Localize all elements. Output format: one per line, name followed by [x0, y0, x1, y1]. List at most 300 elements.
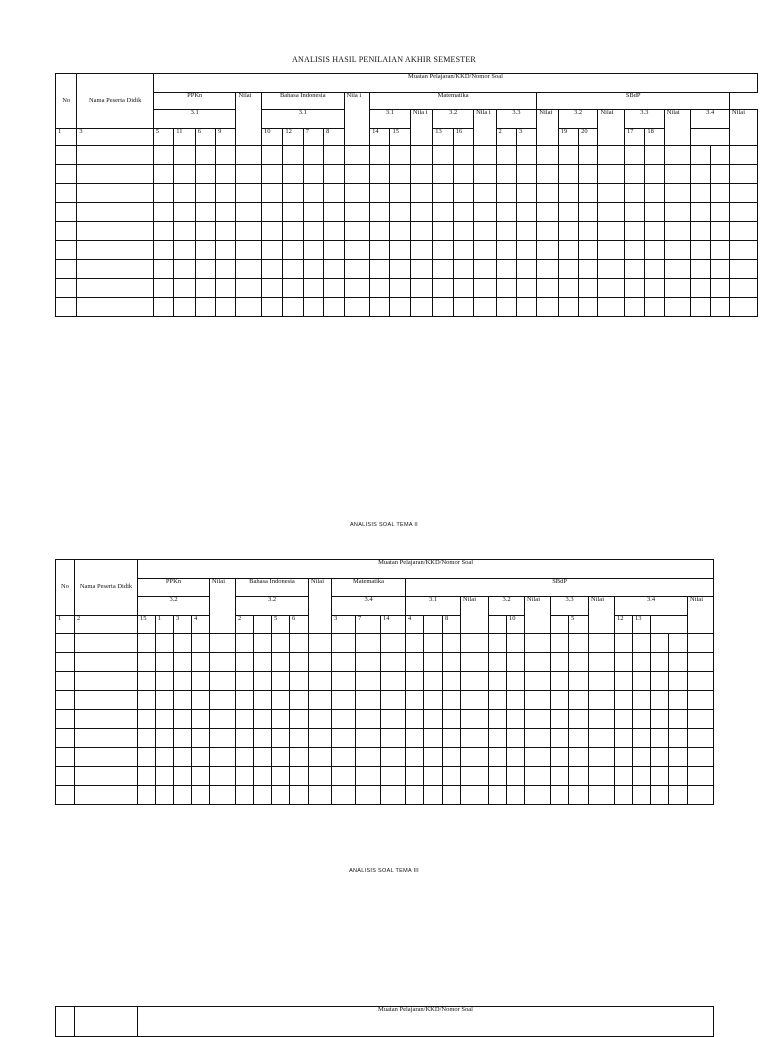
kd-mat: 3.4 — [332, 597, 406, 616]
score-cell — [569, 729, 589, 748]
student-name-cell — [77, 298, 154, 317]
score-cell — [195, 279, 215, 298]
score-cell — [381, 767, 406, 786]
score-cell — [290, 691, 309, 710]
header-sbdp: SBdP — [406, 579, 714, 597]
score-cell — [236, 184, 262, 203]
score-cell — [474, 165, 496, 184]
sbdp-nilai-4: Nilai — [688, 597, 714, 634]
score-cell — [691, 165, 710, 184]
score-cell — [406, 691, 424, 710]
score-cell — [579, 222, 598, 241]
score-cell — [525, 634, 551, 653]
score-cell — [192, 786, 210, 805]
row-number-cell — [56, 165, 77, 184]
score-cell — [453, 146, 473, 165]
student-name-cell — [75, 653, 138, 672]
score-cell — [664, 260, 691, 279]
score-cell — [507, 786, 525, 805]
score-cell — [324, 279, 344, 298]
question-number: 3 — [174, 616, 192, 634]
score-cell — [551, 672, 569, 691]
kd-sbdp-4: 3.4 — [615, 597, 688, 616]
score-cell — [496, 165, 516, 184]
score-cell — [174, 184, 195, 203]
score-cell — [589, 691, 615, 710]
question-number — [254, 616, 272, 634]
score-cell — [579, 279, 598, 298]
score-cell — [356, 767, 381, 786]
score-cell — [551, 729, 569, 748]
score-cell — [615, 634, 633, 653]
score-cell — [210, 634, 236, 653]
mat-nilai-1: Nila i — [410, 110, 432, 146]
score-cell — [433, 222, 453, 241]
question-number: 9 — [216, 129, 236, 146]
header-no-empty — [56, 1007, 75, 1037]
score-cell — [589, 634, 615, 653]
score-cell — [551, 691, 569, 710]
table-row — [56, 710, 714, 729]
score-cell — [370, 165, 390, 184]
score-cell — [433, 279, 453, 298]
score-cell — [624, 241, 644, 260]
score-cell — [730, 146, 758, 165]
question-number — [424, 616, 443, 634]
score-cell — [309, 672, 332, 691]
score-cell — [507, 710, 525, 729]
score-cell — [669, 710, 688, 729]
score-cell — [569, 653, 589, 672]
kd-mat-2: 3.2 — [433, 110, 474, 129]
kd-ppkn: 3.1 — [153, 110, 236, 129]
score-cell — [589, 786, 615, 805]
student-name-cell — [77, 279, 154, 298]
score-cell — [489, 767, 507, 786]
row-number-cell — [56, 184, 77, 203]
score-cell — [356, 672, 381, 691]
score-cell — [272, 729, 290, 748]
table-row — [56, 672, 714, 691]
score-cell — [424, 691, 443, 710]
score-cell — [664, 146, 691, 165]
score-cell — [589, 653, 615, 672]
score-cell — [633, 786, 651, 805]
score-cell — [624, 298, 644, 317]
score-cell — [589, 672, 615, 691]
score-cell — [356, 710, 381, 729]
score-cell — [324, 222, 344, 241]
score-cell — [303, 298, 323, 317]
score-cell — [410, 146, 432, 165]
score-cell — [344, 165, 370, 184]
score-cell — [216, 241, 236, 260]
header-ppkn: PPKn — [153, 93, 236, 110]
row-number-cell — [56, 222, 77, 241]
score-cell — [410, 279, 432, 298]
score-cell — [303, 165, 323, 184]
score-cell — [156, 729, 174, 748]
score-cell — [192, 729, 210, 748]
question-number: 16 — [453, 129, 473, 146]
score-cell — [344, 203, 370, 222]
table-row — [56, 691, 714, 710]
score-cell — [507, 767, 525, 786]
score-cell — [332, 710, 356, 729]
score-cell — [474, 260, 496, 279]
score-cell — [516, 146, 536, 165]
score-cell — [598, 298, 625, 317]
score-cell — [174, 672, 192, 691]
score-cell — [290, 710, 309, 729]
row-number-cell — [56, 748, 75, 767]
table-row — [56, 298, 758, 317]
score-cell — [516, 184, 536, 203]
table-row — [56, 279, 758, 298]
score-cell — [332, 653, 356, 672]
score-cell — [496, 260, 516, 279]
score-cell — [410, 165, 432, 184]
question-number: 20 — [579, 129, 598, 146]
score-cell — [569, 672, 589, 691]
student-name-cell — [77, 241, 154, 260]
score-cell — [390, 146, 410, 165]
score-cell — [156, 748, 174, 767]
score-cell — [254, 672, 272, 691]
score-cell — [688, 748, 714, 767]
score-cell — [664, 165, 691, 184]
score-cell — [309, 634, 332, 653]
question-number: 1 — [56, 616, 75, 634]
score-cell — [461, 748, 489, 767]
question-number: 17 — [624, 129, 644, 146]
score-cell — [424, 710, 443, 729]
score-cell — [424, 634, 443, 653]
table-row — [56, 260, 758, 279]
score-cell — [138, 729, 156, 748]
score-cell — [433, 146, 453, 165]
score-cell — [216, 279, 236, 298]
question-number: 6 — [290, 616, 309, 634]
score-cell — [669, 634, 688, 653]
score-cell — [569, 767, 589, 786]
score-cell — [324, 203, 344, 222]
score-cell — [290, 748, 309, 767]
score-cell — [174, 748, 192, 767]
row-number-cell — [56, 672, 75, 691]
score-cell — [156, 634, 174, 653]
score-cell — [356, 691, 381, 710]
score-cell — [598, 146, 625, 165]
score-cell — [664, 298, 691, 317]
score-cell — [406, 748, 424, 767]
score-cell — [433, 184, 453, 203]
score-cell — [174, 710, 192, 729]
score-cell — [730, 241, 758, 260]
score-cell — [537, 222, 558, 241]
mat-nilai-3: Nilai — [537, 110, 558, 146]
score-cell — [332, 691, 356, 710]
score-cell — [474, 203, 496, 222]
score-cell — [691, 298, 710, 317]
score-cell — [283, 279, 303, 298]
score-cell — [624, 203, 644, 222]
score-cell — [669, 729, 688, 748]
score-cell — [153, 146, 173, 165]
score-cell — [138, 691, 156, 710]
mat-nilai-2: Nila i — [474, 110, 496, 146]
score-cell — [283, 203, 303, 222]
score-cell — [710, 222, 729, 241]
score-cell — [624, 260, 644, 279]
score-cell — [370, 184, 390, 203]
score-cell — [290, 672, 309, 691]
score-cell — [138, 767, 156, 786]
score-cell — [254, 748, 272, 767]
score-cell — [283, 222, 303, 241]
score-cell — [598, 241, 625, 260]
table-row — [56, 222, 758, 241]
score-cell — [332, 767, 356, 786]
score-cell — [489, 786, 507, 805]
score-cell — [691, 241, 710, 260]
score-cell — [356, 748, 381, 767]
score-cell — [424, 748, 443, 767]
score-cell — [651, 786, 669, 805]
score-cell — [691, 203, 710, 222]
score-cell — [433, 203, 453, 222]
score-cell — [156, 653, 174, 672]
score-cell — [710, 279, 729, 298]
score-cell — [589, 710, 615, 729]
score-cell — [406, 710, 424, 729]
score-cell — [433, 241, 453, 260]
score-cell — [558, 279, 578, 298]
score-cell — [651, 710, 669, 729]
score-cell — [669, 691, 688, 710]
score-cell — [272, 672, 290, 691]
score-cell — [272, 691, 290, 710]
score-cell — [138, 748, 156, 767]
row-number-cell — [56, 260, 77, 279]
score-cell — [174, 729, 192, 748]
score-cell — [633, 672, 651, 691]
score-cell — [254, 653, 272, 672]
score-cell — [192, 672, 210, 691]
score-cell — [664, 222, 691, 241]
score-cell — [453, 165, 473, 184]
score-cell — [551, 653, 569, 672]
score-cell — [210, 653, 236, 672]
score-cell — [216, 222, 236, 241]
score-cell — [410, 298, 432, 317]
score-cell — [236, 634, 254, 653]
question-number: 14 — [370, 129, 390, 146]
score-cell — [261, 146, 282, 165]
score-cell — [236, 165, 262, 184]
score-cell — [615, 691, 633, 710]
score-cell — [474, 146, 496, 165]
score-cell — [356, 786, 381, 805]
score-cell — [174, 241, 195, 260]
question-number: 2 — [496, 129, 516, 146]
score-cell — [390, 203, 410, 222]
score-cell — [261, 165, 282, 184]
score-cell — [309, 653, 332, 672]
score-cell — [730, 184, 758, 203]
question-number: 5 — [153, 129, 173, 146]
score-cell — [210, 748, 236, 767]
score-cell — [424, 653, 443, 672]
question-number: 12 — [283, 129, 303, 146]
score-cell — [589, 748, 615, 767]
score-cell — [669, 748, 688, 767]
score-cell — [730, 260, 758, 279]
sbdp-nilai-1: Nilai — [461, 597, 489, 634]
score-cell — [216, 165, 236, 184]
score-cell — [691, 146, 710, 165]
score-cell — [406, 653, 424, 672]
score-cell — [558, 260, 578, 279]
score-cell — [272, 748, 290, 767]
score-cell — [390, 165, 410, 184]
question-number: 15 — [138, 616, 156, 634]
question-number — [551, 616, 569, 634]
score-cell — [615, 786, 633, 805]
score-cell — [261, 279, 282, 298]
score-cell — [195, 241, 215, 260]
score-cell — [615, 710, 633, 729]
score-cell — [236, 203, 262, 222]
score-cell — [525, 653, 551, 672]
kd-mat-3: 3.3 — [496, 110, 537, 129]
score-cell — [579, 165, 598, 184]
score-cell — [569, 710, 589, 729]
score-cell — [461, 634, 489, 653]
score-cell — [381, 710, 406, 729]
score-cell — [261, 260, 282, 279]
score-cell — [290, 634, 309, 653]
score-cell — [651, 729, 669, 748]
score-cell — [710, 146, 729, 165]
score-cell — [216, 260, 236, 279]
section3-title: ANALISIS SOAL TEMA III — [349, 868, 419, 874]
table-row — [56, 729, 714, 748]
score-cell — [309, 748, 332, 767]
score-cell — [453, 241, 473, 260]
score-cell — [410, 260, 432, 279]
score-cell — [537, 241, 558, 260]
student-name-cell — [75, 786, 138, 805]
score-cell — [381, 691, 406, 710]
score-cell — [138, 786, 156, 805]
student-name-cell — [77, 260, 154, 279]
score-cell — [474, 241, 496, 260]
row-number-cell — [56, 203, 77, 222]
score-cell — [507, 691, 525, 710]
score-cell — [153, 165, 173, 184]
score-cell — [174, 634, 192, 653]
score-cell — [537, 260, 558, 279]
table-row — [56, 165, 758, 184]
header-muatan: Muatan Pelajaran/KKD/Nomor Soal — [138, 560, 714, 579]
score-cell — [461, 729, 489, 748]
score-cell — [645, 279, 664, 298]
score-cell — [192, 691, 210, 710]
score-cell — [669, 653, 688, 672]
row-number-cell — [56, 634, 75, 653]
score-cell — [453, 222, 473, 241]
student-name-cell — [75, 748, 138, 767]
score-cell — [598, 279, 625, 298]
score-cell — [303, 146, 323, 165]
table-row — [56, 184, 758, 203]
score-cell — [688, 653, 714, 672]
question-number: 15 — [390, 129, 410, 146]
row-number-cell — [56, 691, 75, 710]
score-cell — [236, 672, 254, 691]
score-cell — [195, 298, 215, 317]
score-cell — [461, 710, 489, 729]
score-cell — [551, 634, 569, 653]
score-cell — [624, 146, 644, 165]
score-cell — [424, 672, 443, 691]
score-cell — [381, 672, 406, 691]
score-cell — [195, 184, 215, 203]
score-cell — [381, 748, 406, 767]
score-cell — [283, 165, 303, 184]
score-cell — [443, 653, 461, 672]
score-cell — [332, 634, 356, 653]
score-cell — [283, 146, 303, 165]
question-number: 4 — [192, 616, 210, 634]
question-number: 3 — [77, 129, 154, 146]
score-cell — [633, 634, 651, 653]
score-cell — [453, 260, 473, 279]
score-cell — [210, 767, 236, 786]
score-cell — [669, 767, 688, 786]
score-cell — [236, 260, 262, 279]
table-row — [56, 146, 758, 165]
score-cell — [156, 710, 174, 729]
row-number-cell — [56, 710, 75, 729]
score-cell — [210, 786, 236, 805]
score-cell — [710, 203, 729, 222]
score-cell — [615, 729, 633, 748]
score-cell — [390, 222, 410, 241]
score-cell — [651, 691, 669, 710]
score-cell — [664, 184, 691, 203]
score-cell — [688, 786, 714, 805]
question-number: 13 — [433, 129, 453, 146]
score-cell — [688, 634, 714, 653]
score-cell — [551, 786, 569, 805]
score-cell — [390, 279, 410, 298]
score-cell — [624, 222, 644, 241]
score-cell — [516, 279, 536, 298]
score-cell — [303, 260, 323, 279]
score-cell — [651, 634, 669, 653]
score-cell — [344, 279, 370, 298]
score-cell — [303, 222, 323, 241]
score-cell — [433, 260, 453, 279]
score-cell — [569, 634, 589, 653]
score-cell — [569, 691, 589, 710]
question-number: 7 — [356, 616, 381, 634]
score-cell — [309, 786, 332, 805]
score-cell — [664, 241, 691, 260]
score-cell — [496, 146, 516, 165]
